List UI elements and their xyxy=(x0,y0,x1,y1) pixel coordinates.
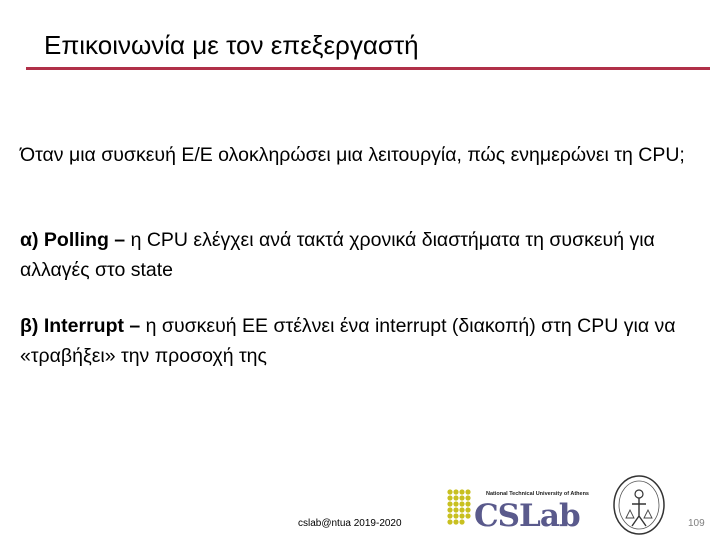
university-seal-icon xyxy=(612,474,666,536)
interrupt-label: β) Interrupt – xyxy=(20,315,141,337)
logo-dots-icon xyxy=(446,486,474,526)
cslab-logo xyxy=(446,486,596,536)
polling-text: η CPU ελέγχει ανά τακτά χρονικά διαστήματα τη συσκευή για αλλαγές στο state xyxy=(20,229,655,281)
title-divider xyxy=(26,67,710,70)
slide-title: Επικοινωνία με τον επεξεργαστή xyxy=(44,30,419,60)
logo-tagline: National Technical University of Athens xyxy=(486,491,589,497)
paragraph-interrupt xyxy=(20,311,710,371)
paragraph-question: Όταν μια συσκευή Ε/Ε ολοκληρώσει μια λειτουργία, πώς ενημερώνει τη CPU; xyxy=(20,144,685,166)
footer-credit: cslab@ntua 2019-2020 xyxy=(298,518,402,529)
polling-label: α) Polling – xyxy=(20,229,126,251)
page-number: 109 xyxy=(688,518,705,529)
interrupt-text: η συσκευή ΕΕ στέλνει ένα interrupt (διακοπή) στη CPU για να «τραβήξει» την προσοχή της xyxy=(20,315,676,367)
paragraph-polling xyxy=(20,225,710,285)
logo-wordmark: CSLab xyxy=(474,498,580,534)
